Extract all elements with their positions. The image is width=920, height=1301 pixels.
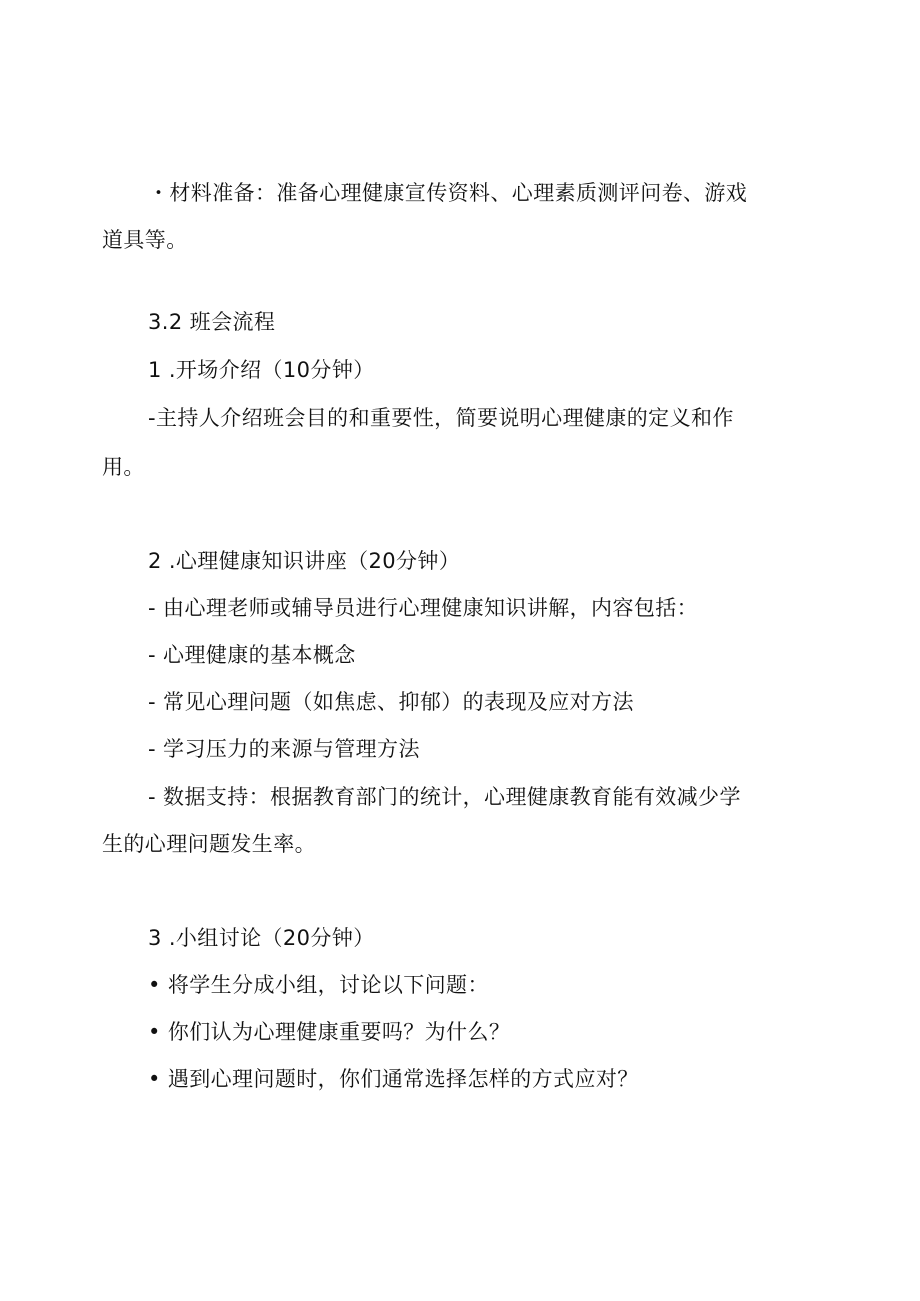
step3-item-2: • 你们认为心理健康重要吗？为什么？ — [148, 1020, 511, 1044]
step3-title: 3 .小组讨论（20分钟） — [148, 926, 375, 950]
section-heading: 3.2 班会流程 — [148, 310, 276, 334]
step2-intro: - 由心理老师或辅导员进行心理健康知识讲解，内容包括： — [148, 596, 699, 620]
materials-line-1: ・材料准备：准备心理健康宣传资料、心理素质测评问卷、游戏 — [148, 181, 748, 205]
step2-data-line-1: - 数据支持：根据教育部门的统计，心理健康教育能有效减少学 — [148, 785, 741, 809]
step2-item-3: - 学习压力的来源与管理方法 — [148, 737, 420, 761]
step2-data-line-2: 生的心理问题发生率。 — [102, 832, 316, 856]
step2-item-2: - 常见心理问题（如焦虑、抑郁）的表现及应对方法 — [148, 690, 634, 714]
step1-desc-line-1: -主持人介绍班会目的和重要性，简要说明心理健康的定义和作 — [148, 406, 734, 430]
step2-title: 2 .心理健康知识讲座（20分钟） — [148, 549, 461, 573]
step1-desc-line-2: 用。 — [102, 455, 145, 479]
step2-item-1: - 心理健康的基本概念 — [148, 643, 356, 667]
step1-title: 1 .开场介绍（10分钟） — [148, 358, 375, 382]
step3-item-3: • 遇到心理问题时，你们通常选择怎样的方式应对？ — [148, 1067, 639, 1091]
materials-line-2: 道具等。 — [102, 228, 188, 252]
step3-item-1: • 将学生分成小组，讨论以下问题： — [148, 973, 489, 997]
